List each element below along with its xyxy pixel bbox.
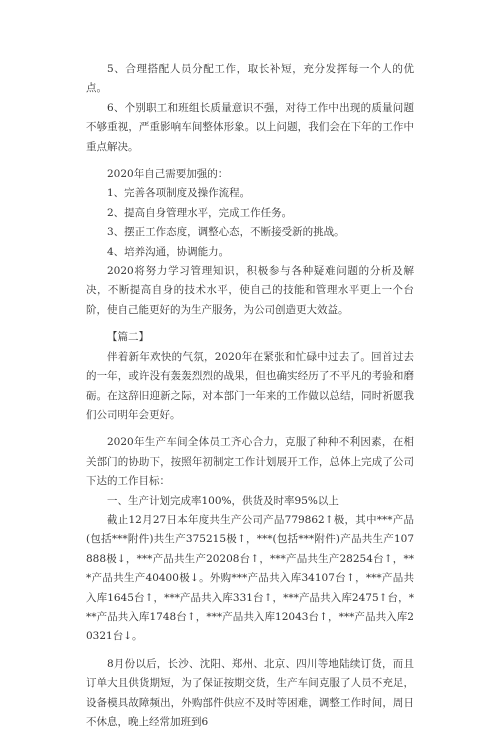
paragraph-section-one-title: 一、生产计划完成率100%，供货及时率95%以上 [107,494,339,507]
paragraph-improvement-4: 4、培养沟通，协调能力。 [107,245,230,258]
paragraph-new-year-intro: 伴着新年欢快的气氛，2020年在紧张和忙碌中过去了。回首过去的一年，或许没有轰轰烈烈的战果，但也确实经历了不平凡的考验和磨砺。在这辞旧迎新之际，对本部门一年来的工作做以总结，同时祈愿我们公司明年会更好。 [86,350,414,421]
paragraph-improvement-1: 1、完善各项制度及操作流程。 [107,187,251,200]
paragraph-2020-plan: 2020将努力学习管理知识，积极参与各种疑难问题的分析及解决，不断提高自身的技术水平，使自己的技能和管理水平更上一个台阶，使自己能更好的为生产服务，为公司创造更大效益。 [86,265,414,316]
paragraph-item-5: 5、合理搭配人员分配工作，取长补短，充分发挥每一个人的优点。 [86,63,414,95]
section-heading-part-two: 【篇二】 [107,331,149,344]
paragraph-production-summary: 2020年生产车间全体员工齐心合力，克服了种种不利因素，在相关部门的协助下，按照年初制定工作计划展开工作，总体上完成了公司下达的工作目标： [86,436,414,488]
paragraph-improvements-heading: 2020年自己需要加强的： [107,168,229,181]
paragraph-august-orders: 8月份以后，长沙、沈阳、郑州、北京、四川等地陆续订货，而且订单大且供货期短，为了保证按期交货，生产车间克服了人员不充足，设备模具故障频出，外购部件供应不及时等困难，调整工作时间，周日不休息，晚上经常加班到6 [86,657,414,728]
paragraph-improvement-2: 2、提高自身管理水平，完成工作任务。 [107,206,293,219]
paragraph-improvement-3: 3、摆正工作态度，调整心态，不断接受新的挑战。 [107,226,345,239]
paragraph-item-6: 6、个别职工和班组长质量意识不强，对待工作中出现的质量问题不够重视，严重影响车间整体形象。以上问题，我们会在下年的工作中重点解决。 [86,101,414,153]
paragraph-production-stats: 截止12月27日本年度共生产公司产品779862↑极，其中***产品(包括***附件)共生产375215极↑，***(包括***附件)产品共生产107888极↓，***产品共生产20208台↑，***产品共生产28254台↑，***产品共生产40400极↓。外购***产品共入库34107台↑，***产品共入库1645台↑，***产品共入库331台↑，***产品共入库2475↑台，***产品共入库1748台↑，***产品共入库12043台↑，***产品共入库20321台↓。 [86,513,414,643]
